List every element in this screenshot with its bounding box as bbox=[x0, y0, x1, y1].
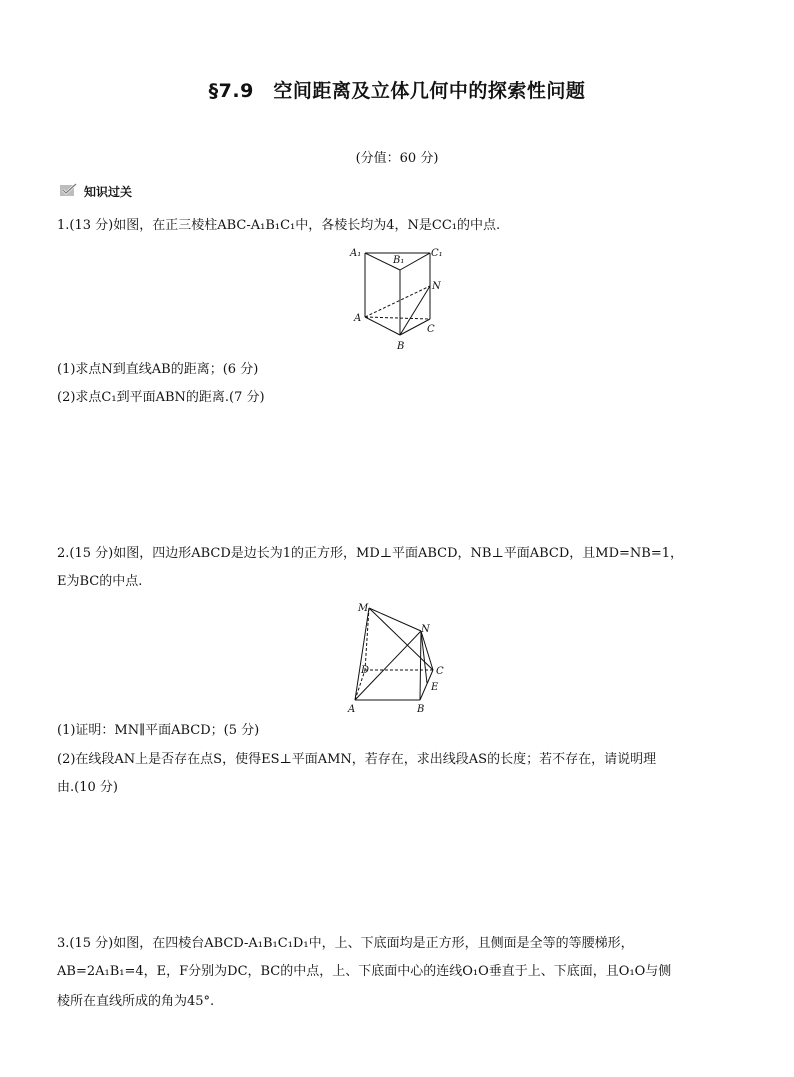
label-A1: A₁ bbox=[350, 248, 362, 259]
q1-stem: 1.(13 分)如图，在正三棱柱ABC-A₁B₁C₁中，各棱长均为4，N是CC₁的中点. bbox=[57, 218, 501, 233]
q2-part1: (1)证明：MN∥平面ABCD；(5 分) bbox=[57, 723, 260, 738]
label-C1: C₁ bbox=[431, 248, 443, 259]
section-heading bbox=[60, 183, 132, 200]
section-title: 知识过关 bbox=[84, 185, 133, 199]
label-C: C bbox=[436, 666, 444, 677]
q2-pyramid-figure bbox=[345, 598, 450, 716]
label-A: A bbox=[354, 313, 362, 324]
label-D: D bbox=[361, 665, 370, 676]
label-A: A bbox=[348, 704, 356, 715]
q2-stem-line1: 2.(15 分)如图，四边形ABCD是边长为1的正方形，MD⊥平面ABCD，NB⊥平面ABCD，且MD=NB=1， bbox=[57, 546, 683, 561]
q2-part2-line1: (2)在线段AN上是否存在点S，使得ES⊥平面AMN，若存在，求出线段AS的长度；若不存在，请说明理 bbox=[57, 752, 657, 767]
q2-stem-line2: E为BC的中点. bbox=[57, 574, 143, 589]
label-N: N bbox=[421, 624, 430, 635]
checklist-icon bbox=[60, 183, 78, 200]
q2-part2-line2: 由.(10 分) bbox=[57, 780, 118, 795]
q1-prism-figure bbox=[345, 243, 450, 353]
score-label: (分值：60 分) bbox=[355, 151, 439, 166]
label-B1: B₁ bbox=[393, 255, 405, 266]
label-M: M bbox=[358, 603, 369, 614]
q3-stem-line2: AB=2A₁B₁=4，E，F分别为DC，BC的中点，上、下底面中心的连线O₁O垂直于上、下底面，且O₁O与侧 bbox=[57, 964, 672, 979]
q3-stem-line3: 棱所在直线所成的角为45°. bbox=[57, 994, 215, 1009]
page-title: §7.9 空间距离及立体几何中的探索性问题 bbox=[208, 80, 586, 102]
q3-stem-line1: 3.(15 分)如图，在四棱台ABCD-A₁B₁C₁D₁中，上、下底面均是正方形，且侧面是全等的等腰梯形， bbox=[57, 936, 634, 951]
q1-part2: (2)求点C₁到平面ABN的距离.(7 分) bbox=[57, 390, 265, 405]
label-C: C bbox=[427, 324, 435, 335]
label-E: E bbox=[431, 682, 439, 693]
label-N: N bbox=[432, 281, 441, 292]
label-B: B bbox=[417, 704, 425, 715]
label-B: B bbox=[397, 341, 405, 352]
q1-part1: (1)求点N到直线AB的距离；(6 分) bbox=[57, 362, 259, 377]
